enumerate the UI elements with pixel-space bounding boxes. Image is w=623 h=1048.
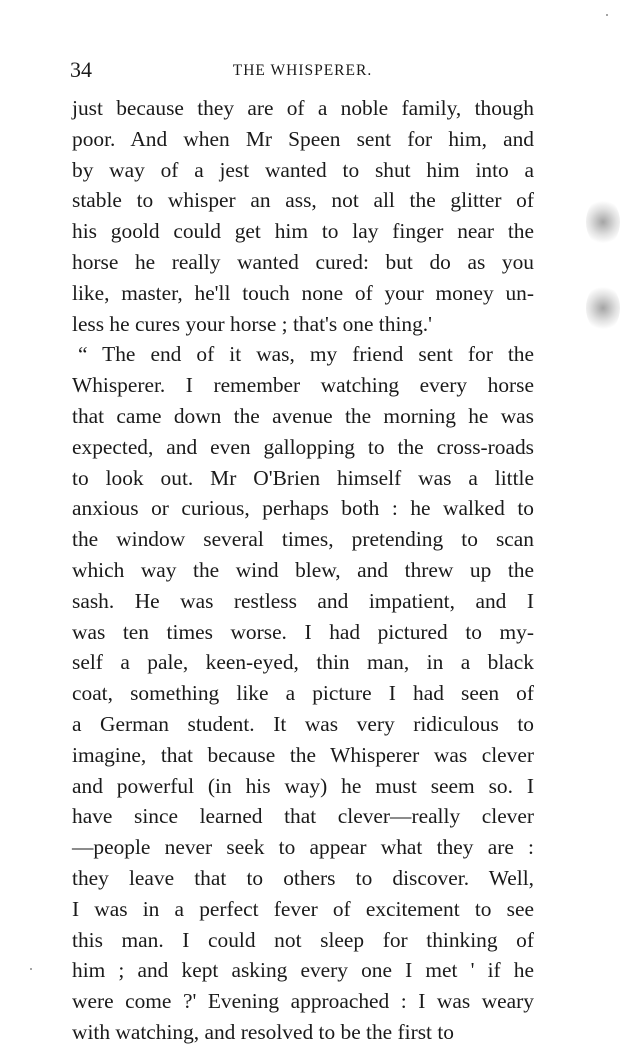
text-line: they leave that to others to discover. Well, [72,865,534,890]
text-line: less he cures your horse ; that's one thing.' [72,311,432,336]
text-line: horse he really wanted cured: but do as you [72,249,534,274]
text-line: was ten times worse. I had pictured to my- [72,619,534,644]
text-line: sash. He was restless and impatient, and I [72,588,534,613]
text-line: just because they are of a noble family, though [72,96,534,120]
text-line: to look out. Mr O'Brien himself was a little [72,465,534,490]
paper-speck [30,968,32,970]
text-line: have since learned that clever—really clever [72,804,534,829]
ink-smudge [586,198,620,246]
page-header [70,56,535,84]
text-line: him ; and kept asking every one I met ' if he [72,958,534,983]
text-line: were come ?' Evening approached : I was weary [72,989,534,1014]
text-line: —people never seek to appear what they are : [72,835,534,860]
text-line: his goold could get him to lay finger near the [72,219,534,244]
text-line: Whisperer. I remember watching every horse [72,373,534,398]
text-line: by way of a jest wanted to shut him into a [72,157,534,182]
text-line: and powerful (in his way) he must seem so. I [72,773,534,798]
text-line: like, master, he'll touch none of your money un- [72,280,534,305]
text-line: anxious or curious, perhaps both : he walked to [72,496,534,521]
text-line: “ The end of it was, my friend sent for the [78,342,534,367]
text-line: imagine, that because the Whisperer was clever [72,742,534,767]
text-line: stable to whisper an ass, not all the glitter of [72,188,534,213]
text-line: expected, and even gallopping to the cross-roads [72,434,534,459]
text-line: poor. And when Mr Speen sent for him, and [72,126,534,151]
text-line: that came down the avenue the morning he was [72,403,534,428]
text-line: which way the wind blew, and threw up the [72,557,534,582]
text-line: the window several times, pretending to scan [72,527,534,552]
text-line: this man. I could not sleep for thinking of [72,927,534,952]
running-title: THE WHISPERER. [232,62,373,79]
text-line: coat, something like a picture I had seen of [72,681,534,706]
ink-smudge [586,284,620,332]
text-line: a German student. It was very ridiculous to [72,711,534,736]
text-line: I was in a perfect fever of excitement to see [72,896,534,921]
paper-speck [606,14,608,16]
text-line: with watching, and resolved to be the first to [72,1019,454,1044]
page-number: 34 [70,57,92,82]
body-text [72,93,534,1048]
text-line: self a pale, keen-eyed, thin man, in a black [72,650,534,675]
